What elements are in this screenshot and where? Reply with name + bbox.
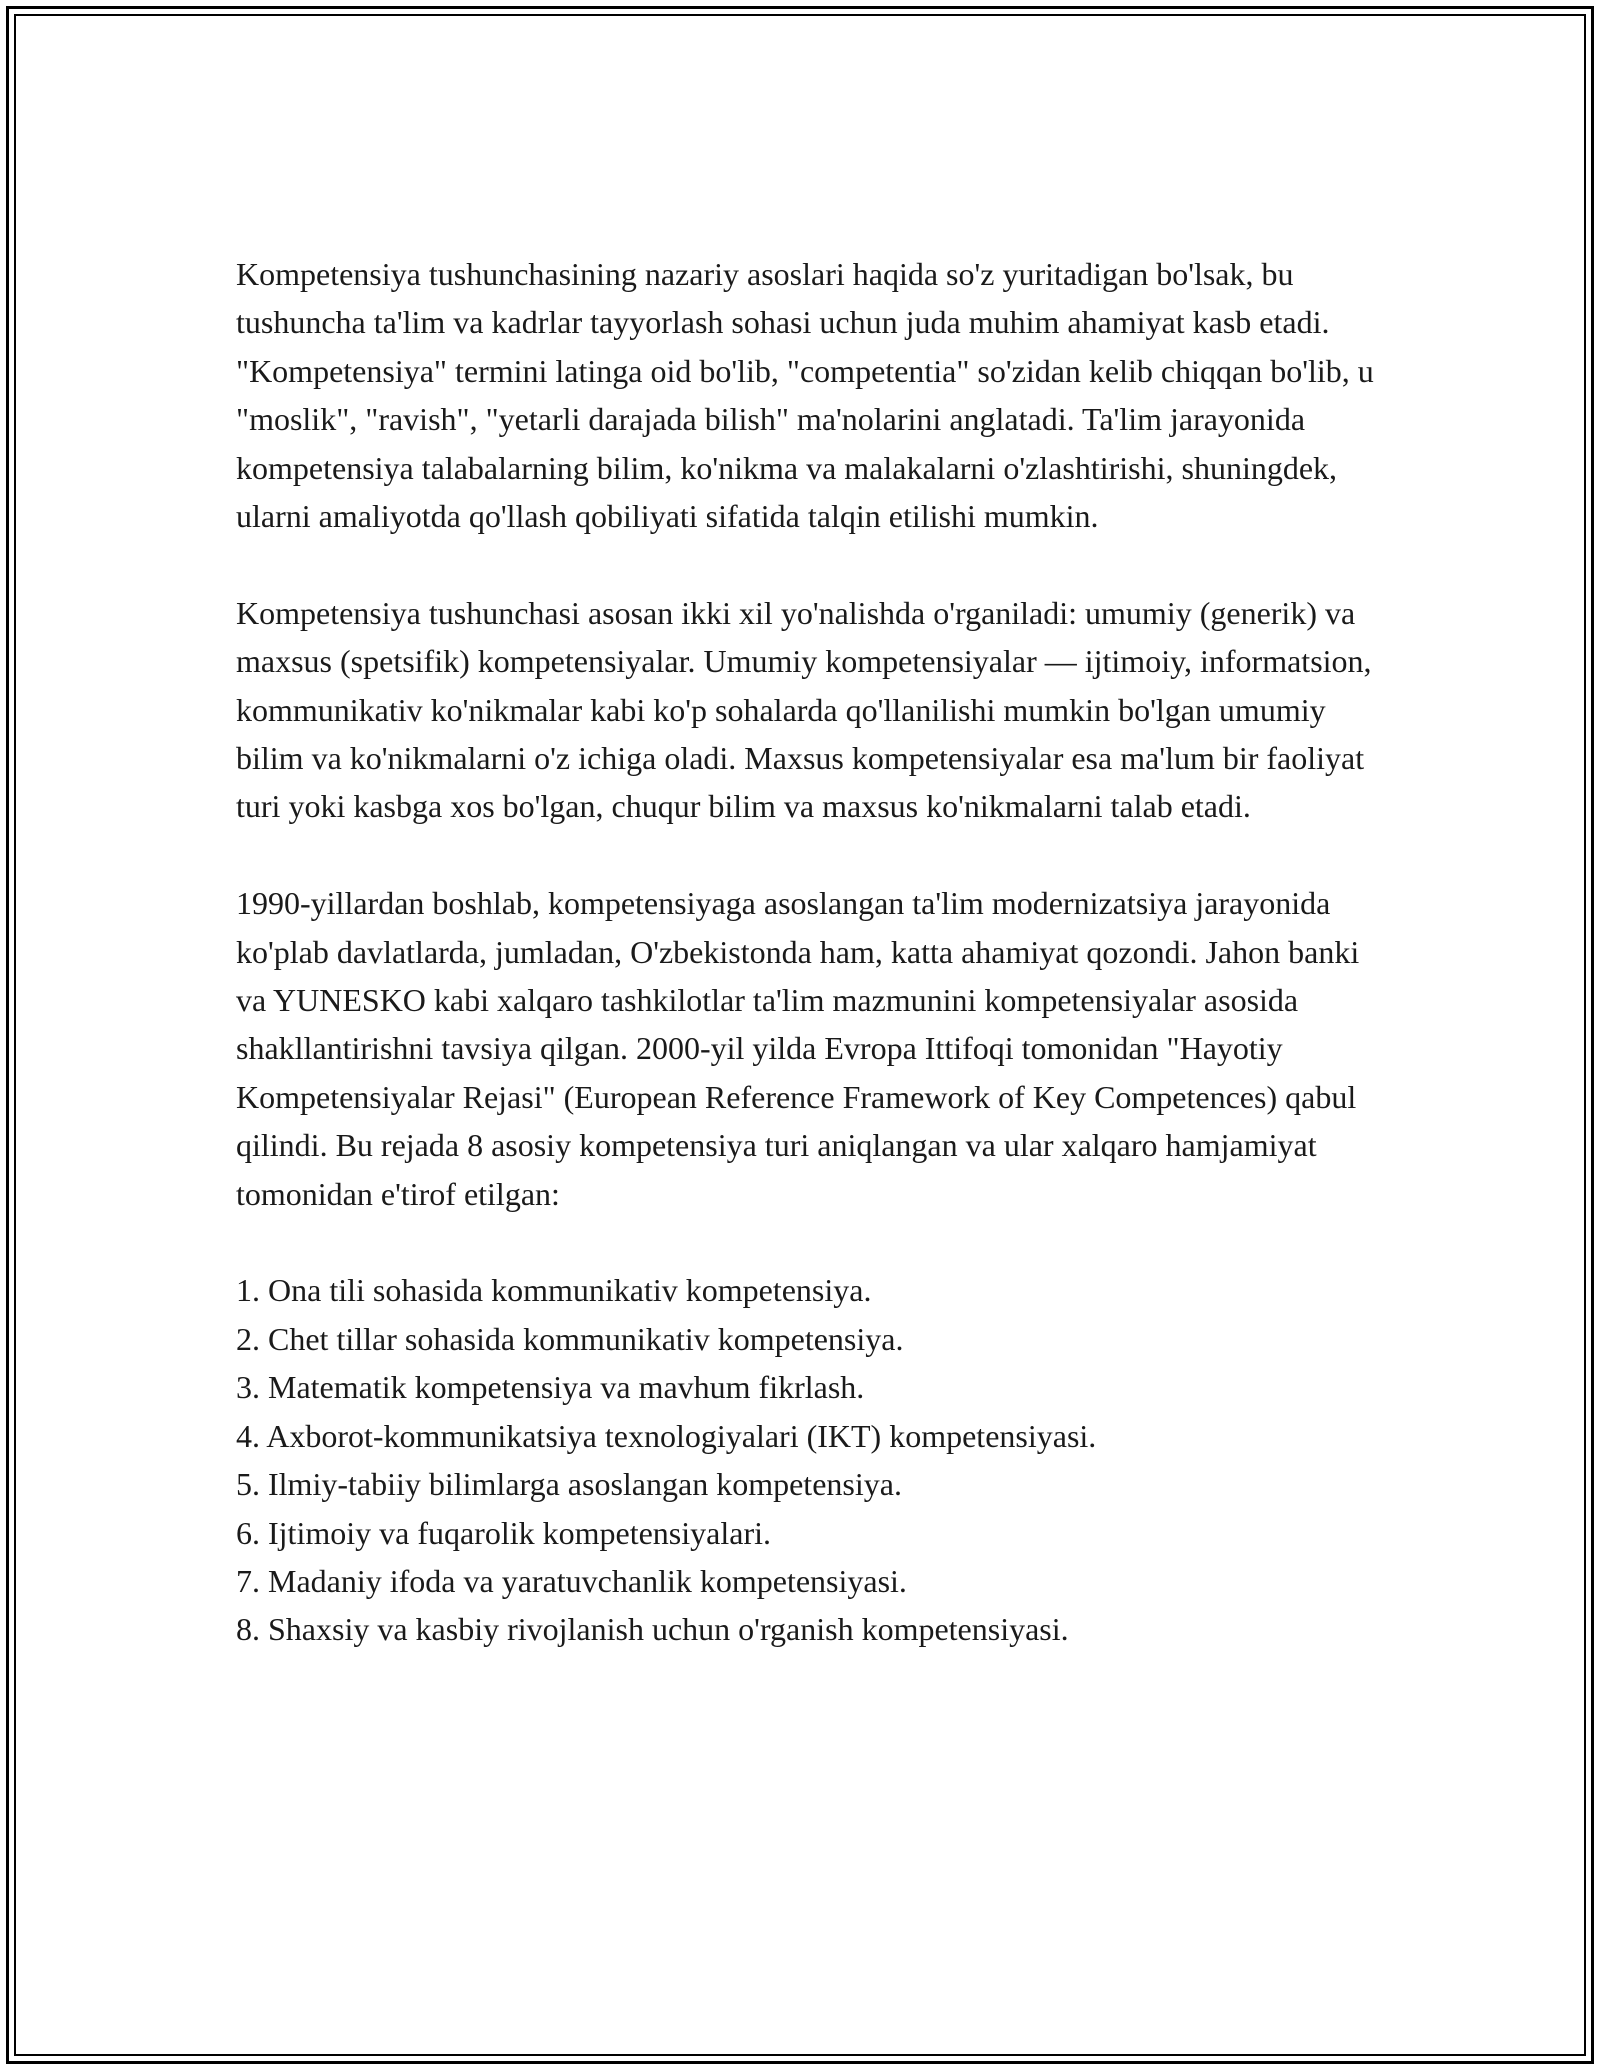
competence-list — [236, 1266, 1376, 1653]
list-item: 2. Chet tillar sohasida kommunikativ kompetensiya. — [236, 1320, 904, 1357]
list-item: 6. Ijtimoiy va fuqarolik kompetensiyalari. — [236, 1514, 771, 1551]
list-item: 4. Axborot-kommunikatsiya texnologiyalari (IKT) kompetensiyasi. — [236, 1417, 1097, 1454]
list-item: 7. Madaniy ifoda va yaratuvchanlik kompetensiyasi. — [236, 1562, 907, 1599]
paragraph-theory: Kompetensiya tushunchasining nazariy asoslari haqida so'z yuritadigan bo'lsak, bu tushuncha ta'lim va kadrlar tayyorlash sohasi uchun juda muhim ahamiyat kasb etadi. "Kompetensiya" termini latinga oid bo'lib, "competentia" so'zidan kelib chiqqan bo'lib, u "moslik", "ravish", "yetarli darajada bilish" ma'nolarini anglatadi. Ta'lim jarayonida kompetensiya talabalarning bilim, ko'nikma va malakalarni o'zlashtirishi, shuningdek, ularni amaliyotda qo'llash qobiliyati sifatida talqin etilishi mumkin. — [236, 256, 1374, 535]
paragraph-history: 1990-yillardan boshlab, kompetensiyaga asoslangan ta'lim modernizatsiya jarayonida ko'plab davlatlarda, jumladan, O'zbekistonda ham, katta ahamiyat qozondi. Jahon banki va YUNESKO kabi xalqaro tashkilotlar ta'lim mazmunini kompetensiyalar asosida shakllantirishni tavsiya qilgan. 2000-yil yilda Evropa Ittifoqi tomonidan "Hayotiy Kompetensiyalar Rejasi" (European Reference Framework of Key Competences) qabul qilindi. Bu rejada 8 asosiy kompetensiya turi aniqlangan va ular xalqaro hamjamiyat tomonidan e'tirof etilgan: — [236, 885, 1360, 1212]
paragraph-types: Kompetensiya tushunchasi asosan ikki xil yo'nalishda o'rganiladi: umumiy (generik) va maxsus (spetsifik) kompetensiyalar. Umumiy kompetensiyalar — ijtimoiy, informatsion, kommunikativ ko'nikmalar kabi ko'p sohalarda qo'llanilishi mumkin bo'lgan umumiy bilim va ko'nikmalarni o'z ichiga oladi. Maxsus kompetensiyalar esa ma'lum bir faoliyat turi yoki kasbga xos bo'lgan, chuqur bilim va maxsus ko'nikmalarni talab etadi. — [236, 594, 1372, 825]
list-item: 8. Shaxsiy va kasbiy rivojlanish uchun o'rganish kompetensiyasi. — [236, 1611, 1069, 1648]
document-body — [236, 250, 1376, 1654]
list-item: 3. Matematik kompetensiya va mavhum fikrlash. — [236, 1369, 865, 1406]
list-item: 5. Ilmiy-tabiiy bilimlarga asoslangan kompetensiya. — [236, 1466, 902, 1503]
list-item: 1. Ona tili sohasida kommunikativ kompetensiya. — [236, 1272, 872, 1309]
